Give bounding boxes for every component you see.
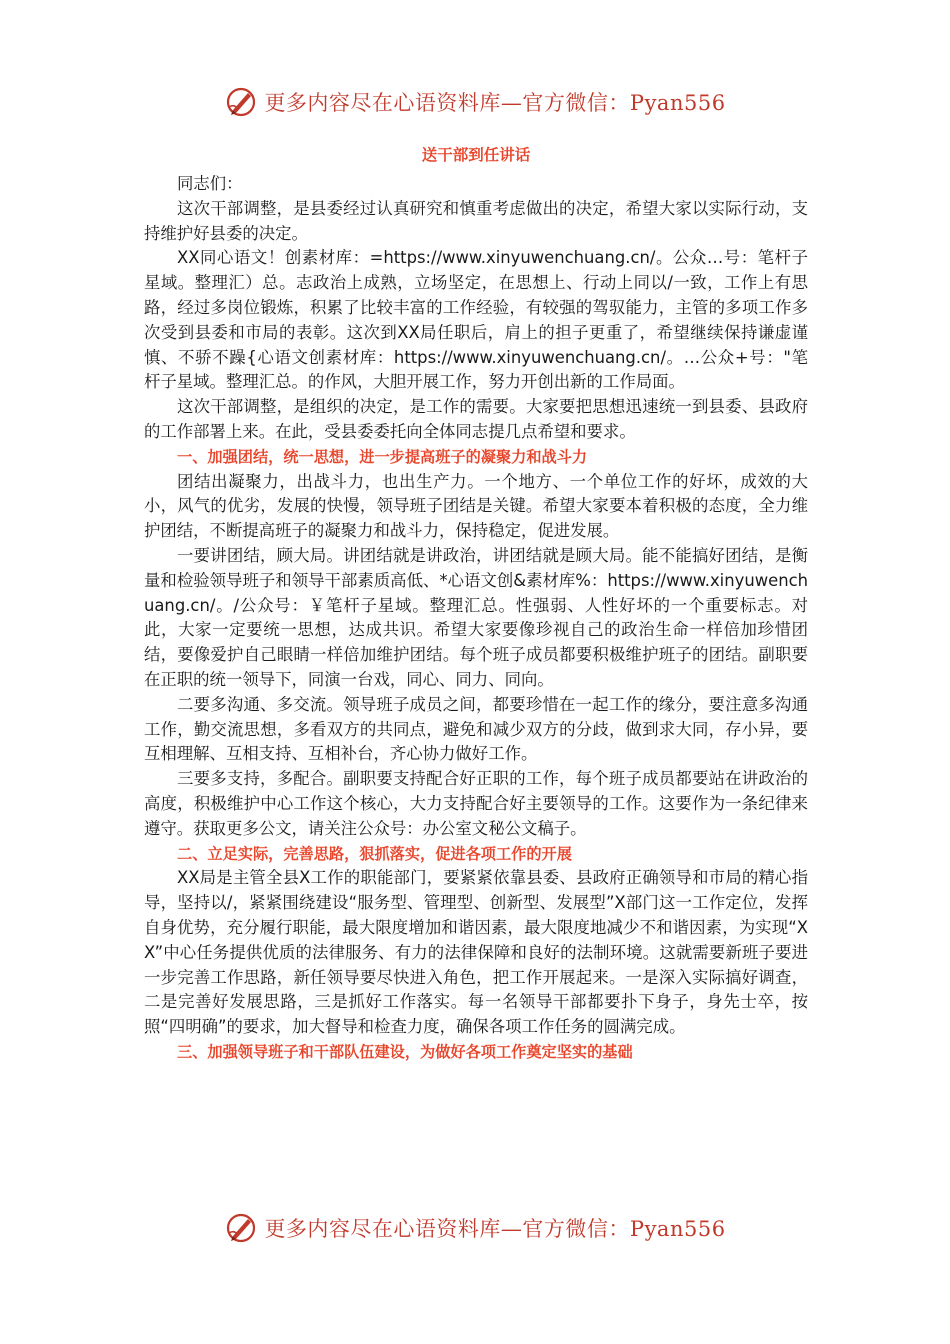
section-heading: 一、加强团结，统一思想，进一步提高班子的凝聚力和战斗力 [177, 447, 588, 466]
footer-banner-text: 更多内容尽在心语资料库—官方微信：Pyan556 [264, 1217, 726, 1241]
body-paragraph: XX局是主管全县X工作的职能部门，要紧紧依靠县委、县政府正确领导和市局的精心指导，坚持以/，紧紧围绕建设“服务型、管理型、创新型、发展型”X部门这一工作定位，发挥自身优势，充分履行职能，最大限度增加和谐因素，最大限度地减少不和谐因素，为实现“XX”中心任务提供优质的法律服务、有力的法律保障和良好的法制环境。这就需要新班子要进一步完善工作思路，新任领导要尽快进入角色，把工作开展起来。一是深入实际搞好调查，二是完善好发展思路，三是抓好工作落实。每一名领导干部都要扑下身子，身先士卒，按照“四明确”的要求，加大督导和检查力度，确保各项工作任务的圆满完成。 [144, 868, 808, 1037]
section-heading: 三、加强领导班子和干部队伍建设，为做好各项工作奠定坚实的基础 [177, 1042, 633, 1061]
body-paragraph: 二要多沟通、多交流。领导班子成员之间，都要珍惜在一起工作的缘分，要注意多沟通工作，勤交流思想，多看双方的共同点，避免和减少双方的分歧，做到求大同，存小异，要互相理解、互相支持、互相补台，齐心协力做好工作。 [144, 694, 808, 764]
body-paragraph: 三要多支持，多配合。副职要支持配合好正职的工作，每个班子成员都要站在讲政治的高度，积极维护中心工作这个核心，大力支持配合好主要领导的工作。这要作为一条纪律来遵守。获取更多公文，请关注公众号：办公室文秘公文稿子。 [144, 769, 808, 838]
paragraph-list [144, 172, 808, 1065]
pen-logo-icon [224, 1211, 258, 1245]
section-heading: 二、立足实际，完善思路，狠抓落实，促进各项工作的开展 [177, 844, 572, 863]
header-banner [0, 82, 950, 122]
body-paragraph: 同志们： [177, 174, 243, 193]
body-paragraph: 团结出凝聚力，出战斗力，也出生产力。一个地方、一个单位工作的好坏，成效的大小，风气的优劣，发展的快慢，领导班子团结是关键。希望大家要本着积极的态度，全力维护团结，不断提高班子的凝聚力和战斗力，保持稳定，促进发展。 [144, 471, 808, 541]
document-body [144, 140, 808, 1065]
body-paragraph: 这次干部调整，是县委经过认真研究和慎重考虑做出的决定，希望大家以实际行动，支持维护好县委的决定。 [144, 198, 808, 243]
body-paragraph: 一要讲团结，顾大局。讲团结就是讲政治，讲团结就是顾大局。能不能搞好团结，是衡量和检验领导班子和领导干部素质高低、*心语文创&素材库%：https://www.xinyuwenchuang.cn/。/公众号：￥笔杆子星域。整理汇总。性强弱、人性好坏的一个重要标志。对此，大家一定要统一思想，达成共识。希望大家要像珍视自己的政治生命一样倍加珍惜团结，要像爱护自己眼睛一样倍加维护团结。每个班子成员都要积极维护班子的团结。副职要在正职的统一领导下，同演一台戏，同心、同力、同向。 [144, 545, 808, 689]
pen-logo-icon [224, 85, 258, 119]
footer-banner [0, 1208, 950, 1248]
body-paragraph: XX同心语文！创素材库：=https://www.xinyuwenchuang.cn/。公众…号：笔杆子星域。整理汇）总。志政治上成熟，立场坚定，在思想上、行动上同以/一致，工作上有思路，经过多岗位锻炼，积累了比较丰富的工作经验，有较强的驾驭能力，主管的多项工作多次受到县委和市局的表彰。这次到XX局任职后，肩上的担子更重了，希望继续保持谦虚谨慎、不骄不躁{心语文创素材库：https://www.xinyuwenchuang.cn/。…公众+号："笔杆子星域。整理汇总。的作风，大胆开展工作，努力开创出新的工作局面。 [144, 248, 808, 392]
header-banner-text: 更多内容尽在心语资料库—官方微信：Pyan556 [264, 91, 726, 115]
body-paragraph: 这次干部调整，是组织的决定，是工作的需要。大家要把思想迅速统一到县委、县政府的工作部署上来。在此，受县委委托向全体同志提几点希望和要求。 [144, 397, 808, 441]
document-title: 送干部到任讲话 [421, 146, 531, 164]
